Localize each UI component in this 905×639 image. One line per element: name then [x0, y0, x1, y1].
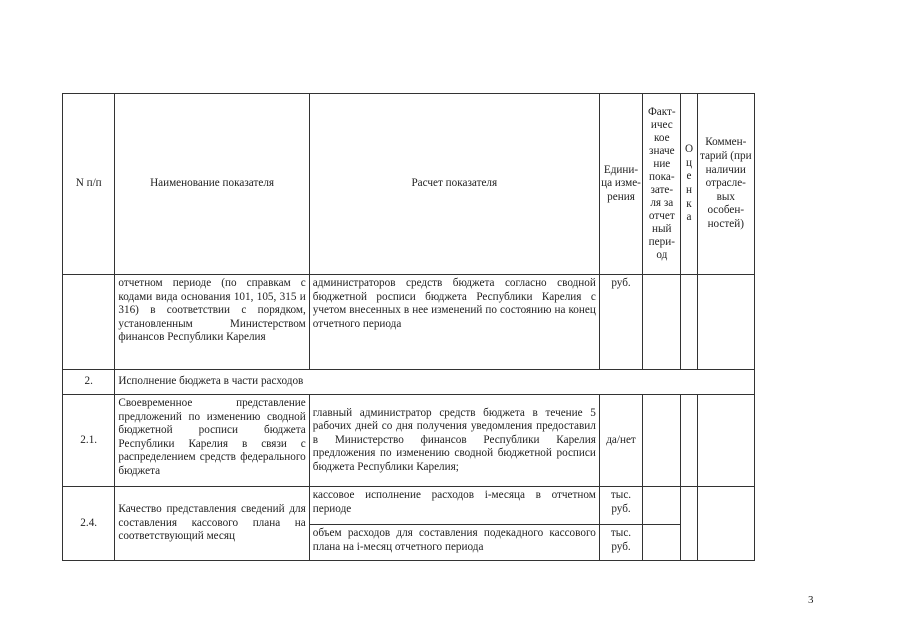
indicator-unit: да/нет	[599, 395, 642, 487]
header-comment: Коммен- тарий (при наличии отрасле- вых особен- ностей)	[697, 94, 754, 275]
header-fact: Факт- ичес кое значе ние пока- зате- ля за отчет ный пери- од	[643, 94, 681, 275]
indicator-calc: объем расходов для составления подекадного кассового плана на i-месяц отчетного периода	[309, 525, 599, 561]
header-calc: Расчет показателя	[309, 94, 599, 275]
indicator-unit: тыс. руб.	[599, 525, 642, 561]
indicator-calc: администраторов средств бюджета согласно сводной бюджетной росписи бюджета Республики Карелия с учетом внесенных в нее изменений по состоянию на конец отчетного периода	[309, 275, 599, 370]
indicator-num: 2.4.	[63, 487, 115, 561]
header-num: N п/п	[63, 94, 115, 275]
indicator-name: Качество представления сведений для составления кассового плана на соответствующий месяц	[115, 487, 309, 561]
table-header-row	[63, 94, 755, 275]
indicator-unit: тыс. руб.	[599, 487, 642, 525]
section-num: 2.	[63, 370, 115, 395]
table-row	[63, 487, 755, 525]
indicator-unit: руб.	[599, 275, 642, 370]
indicator-num: 2.1.	[63, 395, 115, 487]
indicator-calc: кассовое исполнение расходов i-месяца в отчетном периоде	[309, 487, 599, 525]
table-row	[63, 275, 755, 370]
indicator-calc: главный администратор средств бюджета в течение 5 рабочих дней со дня получения уведомления предоставил в Министерство финансов Республики Карелия предложения по изменению сводной бюджетной росписи бюджета Республики Карелия;	[309, 395, 599, 487]
section-row	[63, 370, 755, 395]
header-score: О ц е н к а	[681, 94, 697, 275]
indicator-name: отчетном периоде (по справкам с кодами вида основания 101, 105, 315 и 316) в соответствии с порядком, установленным Министерством финансов Республики Карелия	[115, 275, 309, 370]
header-name: Наименование показателя	[115, 94, 309, 275]
indicators-table	[62, 93, 755, 561]
header-unit: Едини- ца изме- рения	[599, 94, 642, 275]
section-title: Исполнение бюджета в части расходов	[115, 370, 755, 395]
table-row	[63, 395, 755, 487]
page-number: 3	[808, 594, 814, 606]
indicator-name: Своевременное представление предложений по изменению сводной бюджетной росписи бюджета Республики Карелия в связи с распределением средств федерального бюджета	[115, 395, 309, 487]
